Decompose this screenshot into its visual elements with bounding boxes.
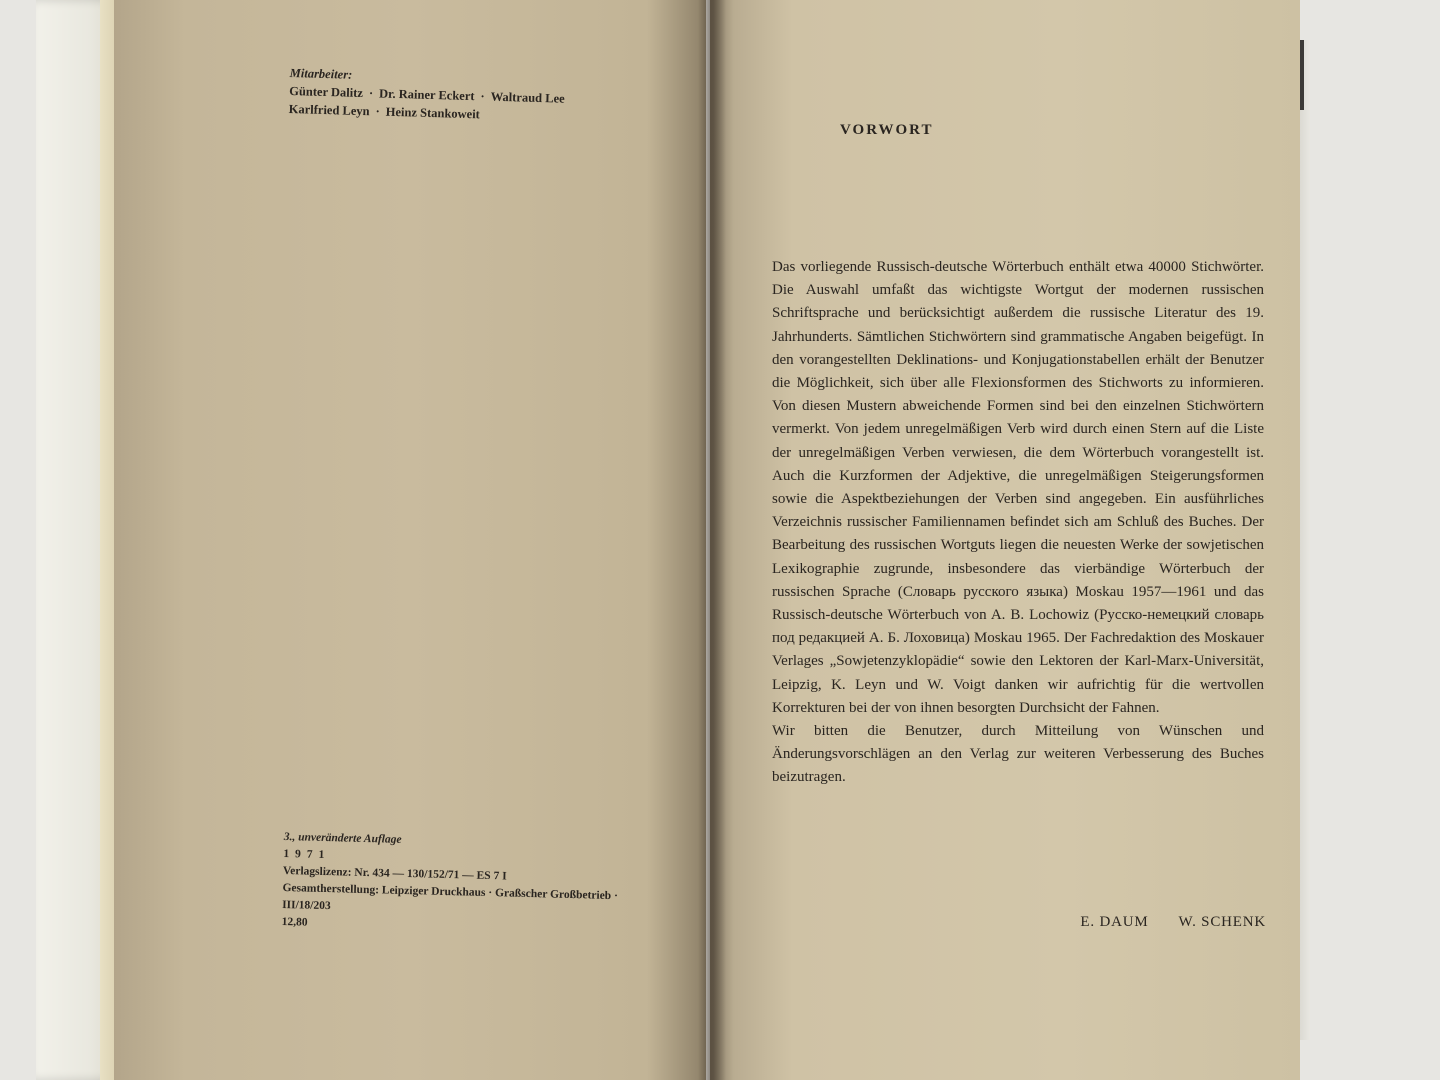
imprint-block (282, 829, 684, 941)
price: 12,80 (281, 915, 308, 929)
separator: · (375, 104, 380, 119)
production-note: Gesamtherstellung: Leipziger Druckhaus · Graßscher Großbetrieb · (282, 881, 619, 903)
contributor-name: Günter Dalitz (289, 83, 364, 101)
contributor-name: Waltraud Lee (490, 89, 565, 106)
foreword-title: VORWORT (840, 122, 934, 138)
license-number: Verlagslizenz: Nr. 434 — 130/152/71 — ES 7 I (282, 864, 507, 883)
book-gutter (698, 0, 726, 1080)
publication-year: 1971 (283, 847, 331, 862)
separator: · (368, 86, 374, 101)
edition-note: 3., unveränderte Auflage (283, 830, 402, 846)
separator: · (480, 89, 485, 104)
contributor-name: Dr. Rainer Eckert (378, 86, 475, 104)
contributor-name: Karlfried Leyn (288, 101, 370, 119)
contributors-block (288, 64, 589, 126)
author-name: E. DAUM (1080, 914, 1149, 930)
contributors-heading: Mitarbeiter: (289, 65, 353, 82)
foreword-text (772, 256, 1264, 790)
production-code: III/18/203 (281, 898, 331, 913)
contributor-name: Heinz Stankoweit (385, 104, 481, 122)
author-signatures (1040, 914, 1266, 931)
foreword-paragraph-1: Das vorliegende Russisch-deutsche Wörterbuch enthält etwa 40000 Stichwörter. Die Auswahl umfaßt das wichtigste Wortgut der modernen russischen Schriftsprache und berücksichtigt außerdem die russische Literatur des 19. Jahrhunderts. Sämtlichen Stichwörtern sind grammatische Angaben beigefügt. In den vorangestellten Deklinations- und Konjugationstabellen erhält der Benutzer die Möglichkeit, sich über alle Flexionsformen des Stichworts zu informieren. Von diesen Mustern abweichende Formen sind bei den einzelnen Stichwörtern vermerkt. Von jedem unregelmäßigen Verb wird durch einen Stern auf die Liste der unregelmäßigen Verben verwiesen, die dem Wörterbuch vorangestellt ist. Auch die Kurzformen der Adjektive, die unregelmäßigen Steigerungsformen sowie die Aspektbeziehungen der Verben sind angegeben. Ein ausführliches Verzeichnis russischer Familiennamen befindet sich am Schluß des Buches. Der Bearbeitung des russischen Wortguts liegen die neuesten Werke der sowjetischen Lexikographie zugrunde, insbesondere das vierbändige Wörterbuch der russischen Sprache (Словарь русского языка) Moskau 1957—1961 und das Russisch-deutsche Wörterbuch von A. B. Lochowiz (Русско-немецкий словарь под редакцией А. Б. Лоховица) Moskau 1965. Der Fachredaktion des Moskauer Verlages „Sowjetenzyklopädie“ sowie den Lektoren der Karl-Marx-Universität, Leipzig, K. Leyn und W. Voigt danken wir aufrichtig für die wertvollen Korrekturen bei der von ihnen besorgten Durchsicht der Fahnen. (772, 259, 1264, 716)
foreword-paragraph-2: Wir bitten die Benutzer, durch Mitteilung von Wünschen und Änderungsvorschlägen an den Verlag zur weiteren Verbesserung des Buches beizutragen. (772, 723, 1264, 786)
author-name: W. SCHENK (1178, 914, 1266, 930)
